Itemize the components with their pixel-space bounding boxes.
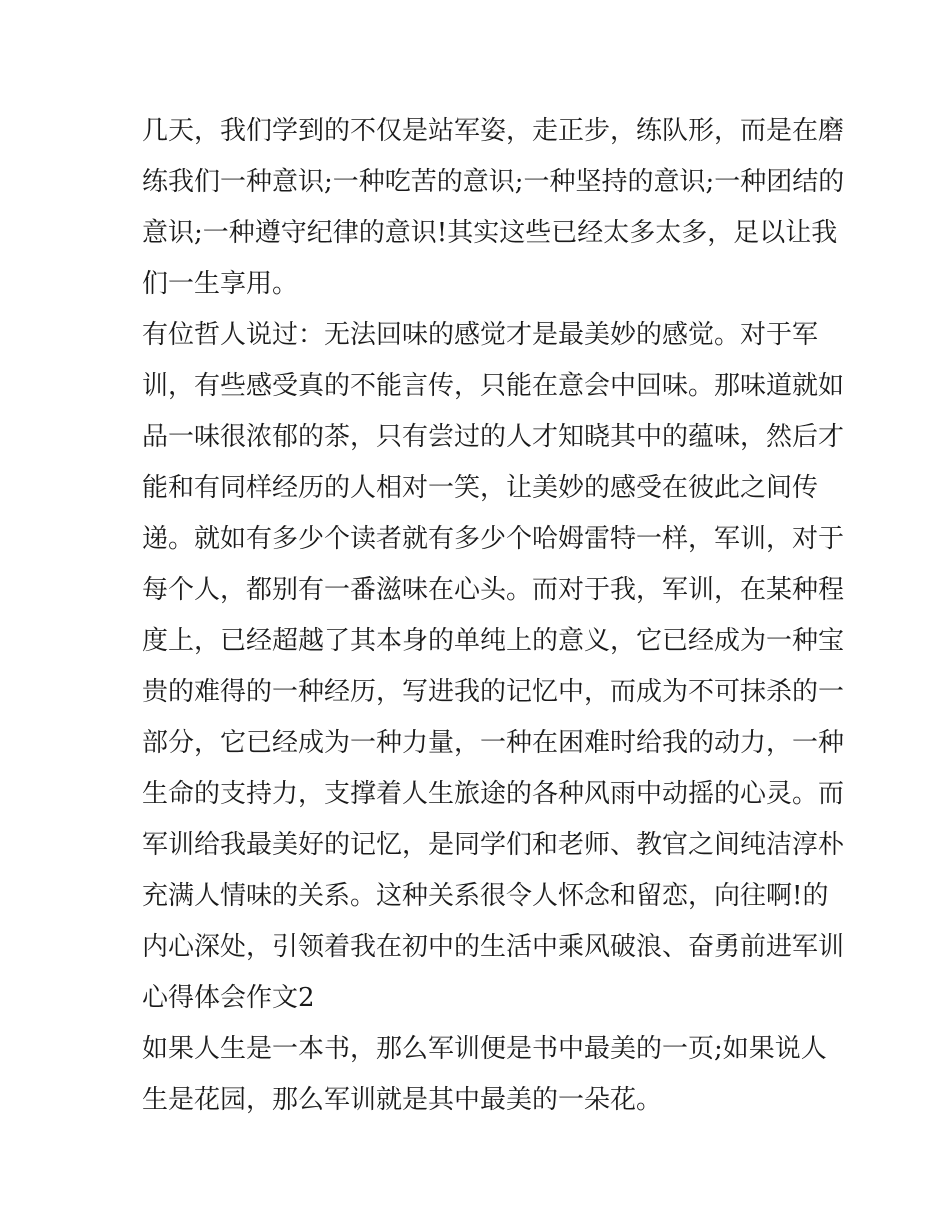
text-line-19: 如果人生是一本书，那么军训便是书中最美的一页;如果说人: [142, 1034, 827, 1064]
text-line-16: 充满人情味的关系。这种关系很令人怀念和留恋，向往啊!的: [142, 881, 829, 911]
text-line-14: 生命的支持力，支撑着人生旅途的各种风雨中动摇的心灵。而: [142, 779, 845, 809]
text-line-11: 度上，已经超越了其本身的单纯上的意义，它已经成为一种宝: [142, 626, 845, 656]
text-line-13: 部分，它已经成为一种力量，一种在困难时给我的动力，一种: [142, 728, 845, 758]
text-line-20: 生是花园，那么军训就是其中最美的一朵花。: [142, 1085, 663, 1115]
text-line-5: 有位哲人说过：无法回味的感觉才是最美妙的感觉。对于军: [142, 320, 819, 350]
text-line-10: 每个人，都别有一番滋味在心头。而对于我，军训，在某种程: [142, 575, 845, 605]
body-text: [142, 106, 845, 1126]
text-line-6: 训，有些感受真的不能言传，只能在意会中回味。那味道就如: [142, 371, 845, 401]
text-line-3: 意识;一种遵守纪律的意识!其实这些已经太多太多，足以让我: [142, 218, 838, 248]
text-line-1: 几天，我们学到的不仅是站军姿，走正步，练队形，而是在磨: [142, 116, 845, 146]
text-line-2: 练我们一种意识;一种吃苦的意识;一种坚持的意识;一种团结的: [142, 167, 845, 197]
text-line-15: 军训给我最美好的记忆，是同学们和老师、教官之间纯洁淳朴: [142, 830, 845, 860]
section-heading-line: 心得体会作文2: [142, 983, 315, 1013]
text-line-9: 递。就如有多少个读者就有多少个哈姆雷特一样，军训，对于: [142, 524, 845, 554]
text-line-12: 贵的难得的一种经历，写进我的记忆中，而成为不可抹杀的一: [142, 677, 845, 707]
text-line-8: 能和有同样经历的人相对一笑，让美妙的感受在彼此之间传: [142, 473, 819, 503]
text-line-7: 品一味很浓郁的茶，只有尝过的人才知晓其中的蕴味，然后才: [142, 422, 845, 452]
text-line-4: 们一生享用。: [142, 269, 299, 299]
text-line-17: 内心深处，引领着我在初中的生活中乘风破浪、奋勇前进军训: [142, 932, 845, 962]
